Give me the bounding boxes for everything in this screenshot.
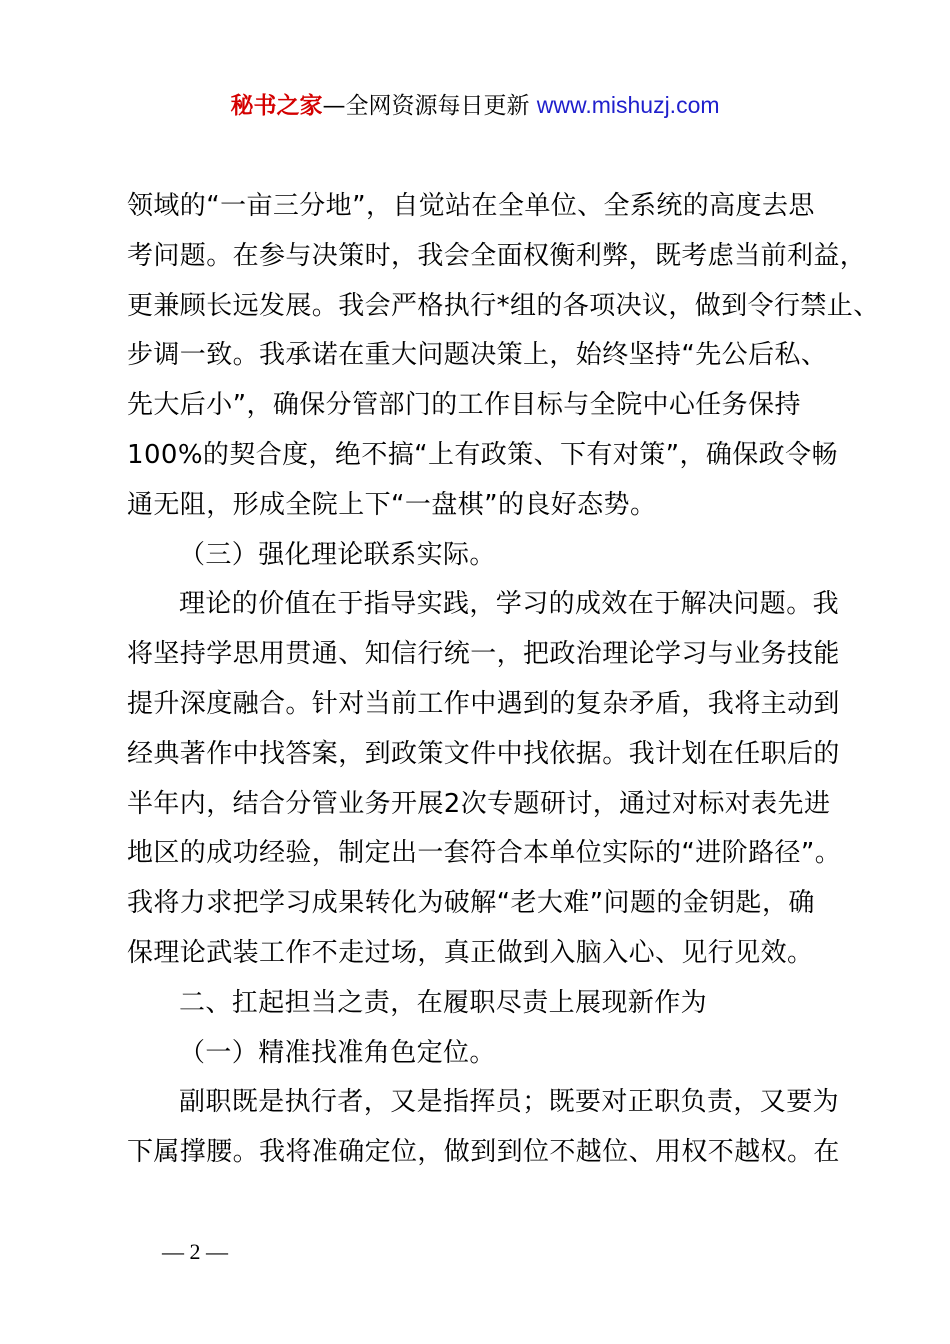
text-line: 副职既是执行者，又是指挥员；既要对正职负责，又要为 <box>179 1087 840 1118</box>
text-line: 通无阻，形成全院上下“一盘棋”的良好态势。 <box>127 489 657 520</box>
text-line: 经典著作中找答案，到政策文件中找依据。我计划在任职后的 <box>127 738 840 769</box>
section-heading: （三）强化理论联系实际。 <box>179 539 496 570</box>
text-line: 领域的“一亩三分地”，自觉站在全单位、全系统的高度去思 <box>127 191 815 221</box>
text-line: 下属撑腰。我将准确定位，做到到位不越位、用权不越权。在 <box>127 1137 840 1168</box>
site-tagline: —全网资源每日更新 <box>322 93 537 119</box>
text-line: 先大后小”，确保分管部门的工作目标与全院中心任务保持 <box>127 390 801 421</box>
text-line: 提升深度融合。针对当前工作中遇到的复杂矛盾，我将主动到 <box>127 688 840 719</box>
text-line: 地区的成功经验，制定出一套符合本单位实际的“进阶路径”。 <box>127 838 842 869</box>
page-number: — 2 — <box>162 1239 228 1264</box>
text-line: 理论的价值在于指导实践，学习的成效在于解决问题。我 <box>179 589 840 620</box>
text-line: 我将力求把学习成果转化为破解“老大难”问题的金钥匙，确 <box>127 888 815 919</box>
site-url-link[interactable]: www.mishuzj.com <box>536 92 720 118</box>
chapter-heading: 二、扛起担当之责，在履职尽责上展现新作为 <box>179 987 708 1018</box>
text-line: 步调一致。我承诺在重大问题决策上，始终坚持“先公后私、 <box>127 340 828 371</box>
text-line: 将坚持学思用贯通、知信行统一，把政治理论学习与业务技能 <box>127 639 840 670</box>
document-body <box>127 182 880 1178</box>
text-line: 保理论武装工作不走过场，真正做到入脑入心、见行见效。 <box>127 937 814 968</box>
text-line: 100%的契合度，绝不搞“上有政策、下有对策”，确保政令畅 <box>127 439 838 470</box>
section-heading: （一）精准找准角色定位。 <box>179 1037 496 1068</box>
site-header <box>0 88 950 123</box>
text-line: 考问题。在参与决策时，我会全面权衡利弊，既考虑当前利益， <box>127 240 867 271</box>
text-line: 半年内，结合分管业务开展2次专题研讨，通过对标对表先进 <box>127 788 831 819</box>
text-line: 更兼顾长远发展。我会严格执行*组的各项决议，做到令行禁止、 <box>127 290 880 321</box>
site-brand: 秘书之家 <box>230 93 323 119</box>
